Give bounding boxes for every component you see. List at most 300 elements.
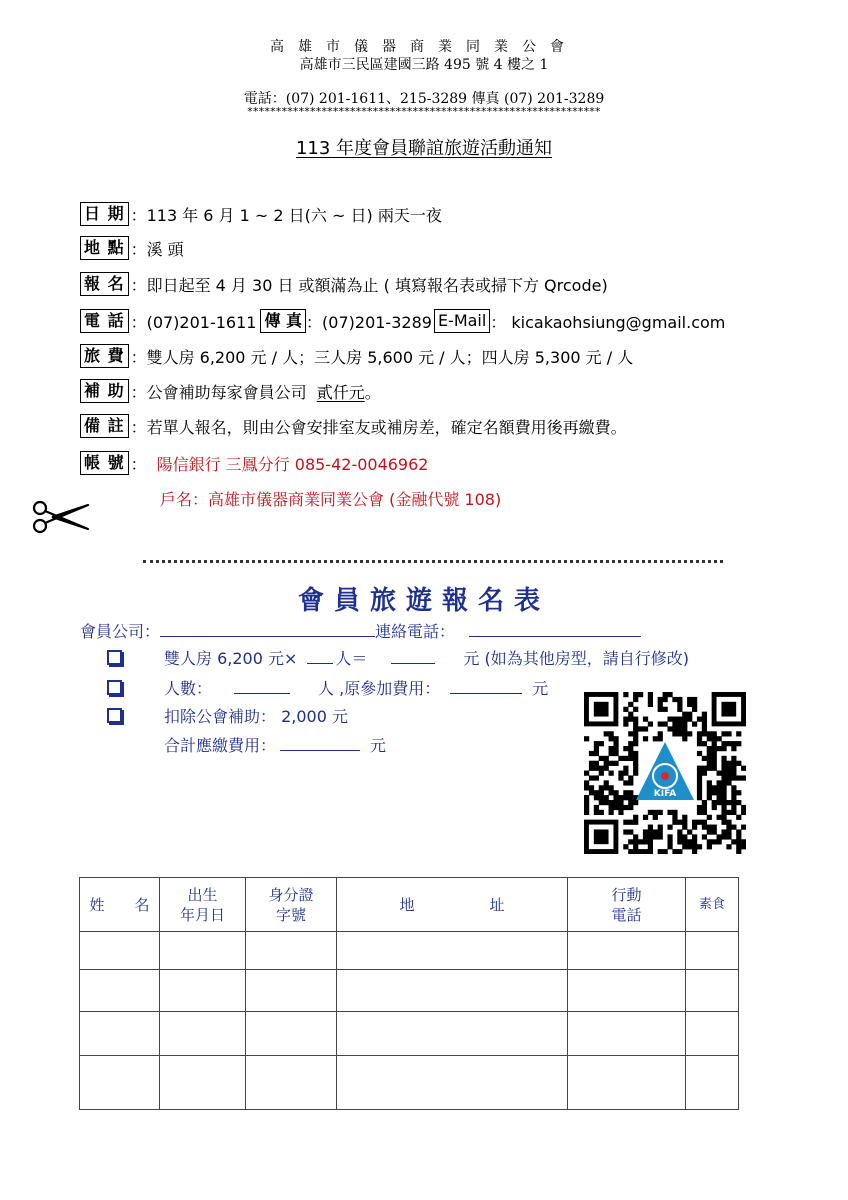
qr-module bbox=[658, 707, 663, 712]
qr-module bbox=[633, 761, 638, 766]
qr-module bbox=[731, 785, 736, 790]
qr-module bbox=[712, 800, 717, 805]
note-label: 備 註 bbox=[80, 414, 129, 438]
qr-module bbox=[618, 775, 623, 780]
qr-module bbox=[736, 741, 741, 746]
info-subsidy bbox=[80, 378, 381, 404]
qr-module bbox=[731, 810, 736, 815]
qr-module bbox=[697, 795, 702, 800]
qr-module bbox=[623, 771, 628, 776]
qr-module bbox=[702, 717, 707, 722]
qr-module bbox=[599, 810, 604, 815]
qr-module bbox=[697, 731, 702, 736]
qr-module bbox=[726, 810, 731, 815]
qr-module bbox=[643, 726, 648, 731]
date-label: 日 期 bbox=[80, 202, 129, 226]
table-cell[interactable] bbox=[686, 932, 739, 970]
table-row bbox=[80, 1012, 739, 1056]
qr-module bbox=[736, 761, 741, 766]
qr-module bbox=[712, 736, 717, 741]
qr-module bbox=[721, 820, 726, 825]
qr-module bbox=[623, 795, 628, 800]
qr-module bbox=[618, 795, 623, 800]
qr-module bbox=[599, 790, 604, 795]
qr-module bbox=[707, 766, 712, 771]
qr-module bbox=[717, 736, 722, 741]
qr-module bbox=[677, 702, 682, 707]
qr-code[interactable] bbox=[584, 692, 746, 854]
qr-module bbox=[609, 731, 614, 736]
qr-module bbox=[584, 785, 589, 790]
qr-module bbox=[628, 717, 633, 722]
qr-module bbox=[613, 741, 618, 746]
table-cell[interactable] bbox=[568, 932, 686, 970]
qr-module bbox=[599, 741, 604, 746]
qr-module bbox=[609, 736, 614, 741]
qr-module bbox=[702, 800, 707, 805]
qr-module bbox=[599, 771, 604, 776]
qr-module bbox=[707, 780, 712, 785]
qr-module bbox=[717, 795, 722, 800]
qr-module bbox=[692, 697, 697, 702]
qr-module bbox=[599, 800, 604, 805]
qr-module bbox=[613, 746, 618, 751]
table-row bbox=[80, 932, 739, 970]
qr-module bbox=[628, 790, 633, 795]
qr-module bbox=[628, 849, 633, 854]
qr-module bbox=[687, 731, 692, 736]
qr-module bbox=[613, 736, 618, 741]
table-cell[interactable] bbox=[337, 1012, 568, 1056]
qr-module bbox=[658, 834, 663, 839]
qr-module bbox=[726, 800, 731, 805]
qr-module bbox=[667, 844, 672, 849]
qr-module bbox=[663, 707, 668, 712]
qr-module bbox=[658, 829, 663, 834]
date-value: ：113 年 6 月 1 ~ 2 日(六 ~ 日) 兩天一夜 bbox=[130, 205, 442, 225]
qr-module bbox=[712, 761, 717, 766]
qr-module bbox=[721, 702, 736, 717]
qr-module bbox=[736, 849, 741, 854]
qr-module bbox=[633, 731, 638, 736]
qr-module bbox=[653, 810, 658, 815]
qr-module bbox=[692, 721, 697, 726]
qr-module bbox=[731, 756, 736, 761]
qr-module bbox=[712, 756, 717, 761]
qr-module bbox=[707, 756, 712, 761]
qr-module bbox=[726, 731, 731, 736]
qr-module bbox=[623, 805, 628, 810]
qr-module bbox=[677, 721, 682, 726]
qr-module bbox=[633, 726, 638, 731]
qr-module bbox=[712, 746, 717, 751]
qr-module bbox=[697, 785, 702, 790]
logo-dot bbox=[661, 772, 669, 780]
qr-module bbox=[648, 721, 653, 726]
qr-module bbox=[687, 697, 692, 702]
qr-module bbox=[682, 820, 687, 825]
qr-module bbox=[643, 736, 648, 741]
qr-module bbox=[712, 741, 717, 746]
qr-module bbox=[584, 736, 589, 741]
qr-module bbox=[643, 815, 648, 820]
qr-module bbox=[658, 825, 663, 830]
qr-module bbox=[672, 820, 677, 825]
qr-module bbox=[707, 795, 712, 800]
qr-module bbox=[741, 766, 746, 771]
qr-module bbox=[721, 741, 726, 746]
qr-module bbox=[731, 805, 736, 810]
qr-module bbox=[618, 810, 623, 815]
table-cell[interactable] bbox=[246, 970, 337, 1012]
company-field[interactable] bbox=[160, 619, 375, 637]
table-cell[interactable] bbox=[160, 970, 246, 1012]
qr-module bbox=[687, 839, 692, 844]
qr-module bbox=[633, 756, 638, 761]
header-name: 姓 名 bbox=[80, 878, 160, 932]
qr-module bbox=[682, 726, 687, 731]
original-fee-label: 人 ,原參加費用： bbox=[318, 679, 441, 698]
table-cell[interactable] bbox=[568, 1056, 686, 1110]
qr-module bbox=[609, 810, 614, 815]
subsidy-label: 補 助 bbox=[80, 379, 129, 403]
qr-module bbox=[721, 771, 726, 776]
qr-module bbox=[702, 741, 707, 746]
qr-module bbox=[697, 766, 702, 771]
table-row bbox=[80, 1056, 739, 1110]
association-address: 高雄市三民區建國三路 495 號 4 樓之 1 bbox=[299, 57, 549, 73]
fee-value: ：雙人房 6,200 元 / 人；三人房 5,600 元 / 人；四人房 5,300 元 / 人 bbox=[130, 347, 634, 367]
qr-module bbox=[623, 829, 628, 834]
table-header-row bbox=[80, 878, 739, 932]
qr-module bbox=[623, 766, 628, 771]
qr-module bbox=[628, 741, 633, 746]
table-cell[interactable] bbox=[568, 970, 686, 1012]
qr-module bbox=[717, 780, 722, 785]
table-cell[interactable] bbox=[160, 932, 246, 970]
qr-module bbox=[594, 790, 599, 795]
total-field[interactable] bbox=[280, 733, 360, 751]
qr-module bbox=[672, 721, 677, 726]
table-cell[interactable] bbox=[80, 1056, 160, 1110]
fee-label: 旅 費 bbox=[80, 344, 129, 368]
qr-module bbox=[663, 692, 668, 697]
place-value: ：溪 頭 bbox=[130, 239, 184, 259]
qr-module bbox=[726, 825, 731, 830]
info-place bbox=[80, 235, 184, 261]
qr-module bbox=[702, 766, 707, 771]
qr-module bbox=[712, 731, 717, 736]
table-cell[interactable] bbox=[686, 970, 739, 1012]
checkbox-room[interactable] bbox=[107, 650, 122, 665]
qr-module bbox=[692, 844, 697, 849]
table-cell[interactable] bbox=[246, 1056, 337, 1110]
qr-module bbox=[672, 810, 677, 815]
table-cell[interactable] bbox=[337, 932, 568, 970]
qr-module bbox=[707, 731, 712, 736]
qr-module bbox=[726, 741, 731, 746]
qr-module bbox=[677, 849, 682, 854]
qr-module bbox=[663, 849, 668, 854]
table-cell[interactable] bbox=[160, 1056, 246, 1110]
header-vegetarian: 素食 bbox=[686, 878, 739, 932]
qr-module bbox=[658, 736, 663, 741]
qr-module bbox=[741, 825, 746, 830]
qr-module bbox=[672, 849, 677, 854]
qr-module bbox=[667, 810, 672, 815]
qr-module bbox=[736, 839, 741, 844]
qr-module bbox=[736, 775, 741, 780]
qr-module bbox=[589, 785, 594, 790]
company-line bbox=[80, 619, 641, 642]
qr-module bbox=[648, 692, 653, 697]
qr-module bbox=[682, 736, 687, 741]
qr-module bbox=[736, 800, 741, 805]
qr-module bbox=[736, 844, 741, 849]
qr-module bbox=[712, 766, 717, 771]
association-contact: 電話：(07) 201-1611、215-3289 傳真 (07) 201-3289 bbox=[243, 91, 605, 107]
table-cell[interactable] bbox=[686, 1056, 739, 1110]
qr-module bbox=[594, 741, 599, 746]
qr-module bbox=[697, 820, 702, 825]
qr-module bbox=[658, 731, 663, 736]
qr-module bbox=[731, 746, 736, 751]
qr-module bbox=[726, 780, 731, 785]
room-count-field[interactable] bbox=[307, 646, 333, 664]
qr-module bbox=[599, 785, 604, 790]
qr-module bbox=[687, 712, 692, 717]
qr-module bbox=[726, 834, 731, 839]
phone-value: ：(07)201-1611 bbox=[130, 312, 257, 332]
qr-module bbox=[618, 805, 623, 810]
qr-module bbox=[702, 731, 707, 736]
info-account bbox=[80, 450, 428, 476]
qr-module bbox=[658, 810, 663, 815]
qr-module bbox=[712, 805, 717, 810]
qr-module bbox=[672, 726, 677, 731]
qr-module bbox=[594, 810, 599, 815]
signup-table bbox=[79, 877, 739, 1110]
qr-module bbox=[584, 810, 589, 815]
qr-module bbox=[682, 731, 687, 736]
people-line bbox=[164, 676, 548, 699]
register-value: ：即日起至 4 月 30 日 或額滿為止 ( 填寫報名表或掃下方 Qrcode) bbox=[130, 275, 608, 295]
qr-module bbox=[623, 717, 628, 722]
checkbox-people[interactable] bbox=[107, 680, 122, 695]
people-count-field[interactable] bbox=[234, 676, 290, 694]
qr-module bbox=[707, 761, 712, 766]
qr-module bbox=[721, 731, 726, 736]
qr-module bbox=[609, 805, 614, 810]
qr-module bbox=[677, 726, 682, 731]
qr-module bbox=[643, 849, 648, 854]
qr-module bbox=[604, 761, 609, 766]
qr-module bbox=[717, 839, 722, 844]
qr-module bbox=[623, 756, 628, 761]
qr-module bbox=[628, 795, 633, 800]
qr-module bbox=[677, 717, 682, 722]
qr-module bbox=[712, 751, 717, 756]
qr-module bbox=[658, 702, 663, 707]
qr-module bbox=[692, 702, 697, 707]
qr-module bbox=[638, 839, 643, 844]
qr-module bbox=[712, 785, 717, 790]
checkbox-subsidy[interactable] bbox=[107, 708, 122, 723]
qr-module bbox=[721, 800, 726, 805]
qr-module bbox=[613, 761, 618, 766]
qr-module bbox=[672, 717, 677, 722]
qr-module bbox=[613, 805, 618, 810]
qr-module bbox=[667, 839, 672, 844]
original-fee-field[interactable] bbox=[450, 676, 522, 694]
qr-module bbox=[667, 825, 672, 830]
qr-module bbox=[618, 756, 623, 761]
original-fee-unit: 元 bbox=[532, 679, 549, 698]
qr-module bbox=[702, 721, 707, 726]
qr-module bbox=[687, 829, 692, 834]
qr-module bbox=[613, 751, 618, 756]
qr-module bbox=[648, 849, 653, 854]
qr-module bbox=[633, 771, 638, 776]
qr-module bbox=[721, 746, 726, 751]
qr-module bbox=[633, 815, 638, 820]
qr-module bbox=[609, 785, 614, 790]
qr-module bbox=[613, 790, 618, 795]
subsidy-amount: 貳仟元 bbox=[316, 382, 365, 402]
qr-module bbox=[589, 775, 594, 780]
qr-module bbox=[721, 790, 726, 795]
qr-module bbox=[721, 775, 726, 780]
table-cell[interactable] bbox=[80, 1012, 160, 1056]
table-cell[interactable] bbox=[337, 970, 568, 1012]
qr-module bbox=[609, 746, 614, 751]
qr-module bbox=[726, 775, 731, 780]
qr-module bbox=[589, 766, 594, 771]
people-label: 人數： bbox=[164, 679, 213, 698]
qr-module bbox=[717, 746, 722, 751]
qr-module bbox=[702, 810, 707, 815]
qr-module bbox=[609, 751, 614, 756]
qr-module bbox=[731, 825, 736, 830]
qr-module bbox=[692, 834, 697, 839]
note-value: ：若單人報名，則由公會安排室友或補房差，確定名額費用後再繳費。 bbox=[130, 417, 627, 437]
contact-phone-field[interactable] bbox=[469, 619, 641, 637]
table-cell[interactable] bbox=[246, 932, 337, 970]
qr-module bbox=[633, 849, 638, 854]
qr-module bbox=[604, 731, 609, 736]
qr-module bbox=[721, 834, 726, 839]
qr-module bbox=[702, 825, 707, 830]
qr-module bbox=[697, 790, 702, 795]
qr-module bbox=[702, 771, 707, 776]
subsidy-value: ：公會補助每家會員公司 bbox=[130, 382, 317, 402]
table-cell[interactable] bbox=[246, 1012, 337, 1056]
qr-module bbox=[633, 717, 638, 722]
star-divider: ************************************************************** bbox=[247, 105, 601, 118]
qr-module bbox=[712, 839, 717, 844]
qr-module bbox=[682, 721, 687, 726]
table-cell[interactable] bbox=[80, 932, 160, 970]
qr-module bbox=[682, 825, 687, 830]
qr-module bbox=[613, 800, 618, 805]
qr-module bbox=[658, 697, 663, 702]
qr-module bbox=[726, 829, 731, 834]
room-line bbox=[164, 646, 689, 669]
qr-module bbox=[682, 815, 687, 820]
qr-module bbox=[726, 761, 731, 766]
qr-module bbox=[697, 844, 702, 849]
qr-module bbox=[726, 771, 731, 776]
qr-module bbox=[721, 761, 726, 766]
qr-module bbox=[741, 810, 746, 815]
qr-module bbox=[682, 712, 687, 717]
qr-module bbox=[599, 795, 604, 800]
qr-module bbox=[648, 702, 653, 707]
table-cell[interactable] bbox=[568, 1012, 686, 1056]
qr-module bbox=[712, 829, 717, 834]
qr-module bbox=[594, 795, 599, 800]
qr-module bbox=[702, 805, 707, 810]
qr-module bbox=[741, 839, 746, 844]
qr-module bbox=[609, 771, 614, 776]
table-cell[interactable] bbox=[337, 1056, 568, 1110]
qr-module bbox=[667, 726, 672, 731]
table-row bbox=[80, 970, 739, 1012]
qr-module bbox=[736, 834, 741, 839]
qr-module bbox=[687, 717, 692, 722]
qr-module bbox=[702, 726, 707, 731]
email-value: ： kicakaohsiung@gmail.com bbox=[490, 312, 726, 332]
qr-module bbox=[717, 834, 722, 839]
qr-module bbox=[628, 702, 633, 707]
qr-module bbox=[707, 844, 712, 849]
qr-module bbox=[633, 721, 638, 726]
qr-module bbox=[707, 825, 712, 830]
room-amount-field[interactable] bbox=[391, 646, 435, 664]
table-cell[interactable] bbox=[686, 1012, 739, 1056]
qr-logo-text: KIFA bbox=[653, 789, 677, 799]
qr-module bbox=[741, 775, 746, 780]
table-cell[interactable] bbox=[80, 970, 160, 1012]
header-mobile: 行動 電話 bbox=[568, 878, 686, 932]
qr-module bbox=[721, 829, 726, 834]
qr-module bbox=[604, 800, 609, 805]
qr-module bbox=[648, 834, 653, 839]
info-register bbox=[80, 271, 608, 297]
qr-module bbox=[594, 761, 599, 766]
qr-module bbox=[599, 766, 604, 771]
qr-module bbox=[628, 800, 633, 805]
qr-module bbox=[653, 815, 658, 820]
qr-module bbox=[707, 839, 712, 844]
qr-module bbox=[726, 844, 731, 849]
qr-module bbox=[633, 697, 638, 702]
qr-module bbox=[648, 839, 653, 844]
qr-module bbox=[721, 766, 726, 771]
qr-module bbox=[736, 790, 741, 795]
qr-module bbox=[623, 844, 628, 849]
qr-module bbox=[697, 736, 702, 741]
qr-module bbox=[736, 815, 741, 820]
qr-module bbox=[721, 810, 726, 815]
qr-module bbox=[707, 815, 712, 820]
qr-module bbox=[731, 741, 736, 746]
qr-module bbox=[633, 800, 638, 805]
fax-value: ：(07)201-3289 bbox=[306, 312, 432, 332]
table-cell[interactable] bbox=[160, 1012, 246, 1056]
qr-module bbox=[721, 785, 726, 790]
qr-module bbox=[584, 805, 589, 810]
